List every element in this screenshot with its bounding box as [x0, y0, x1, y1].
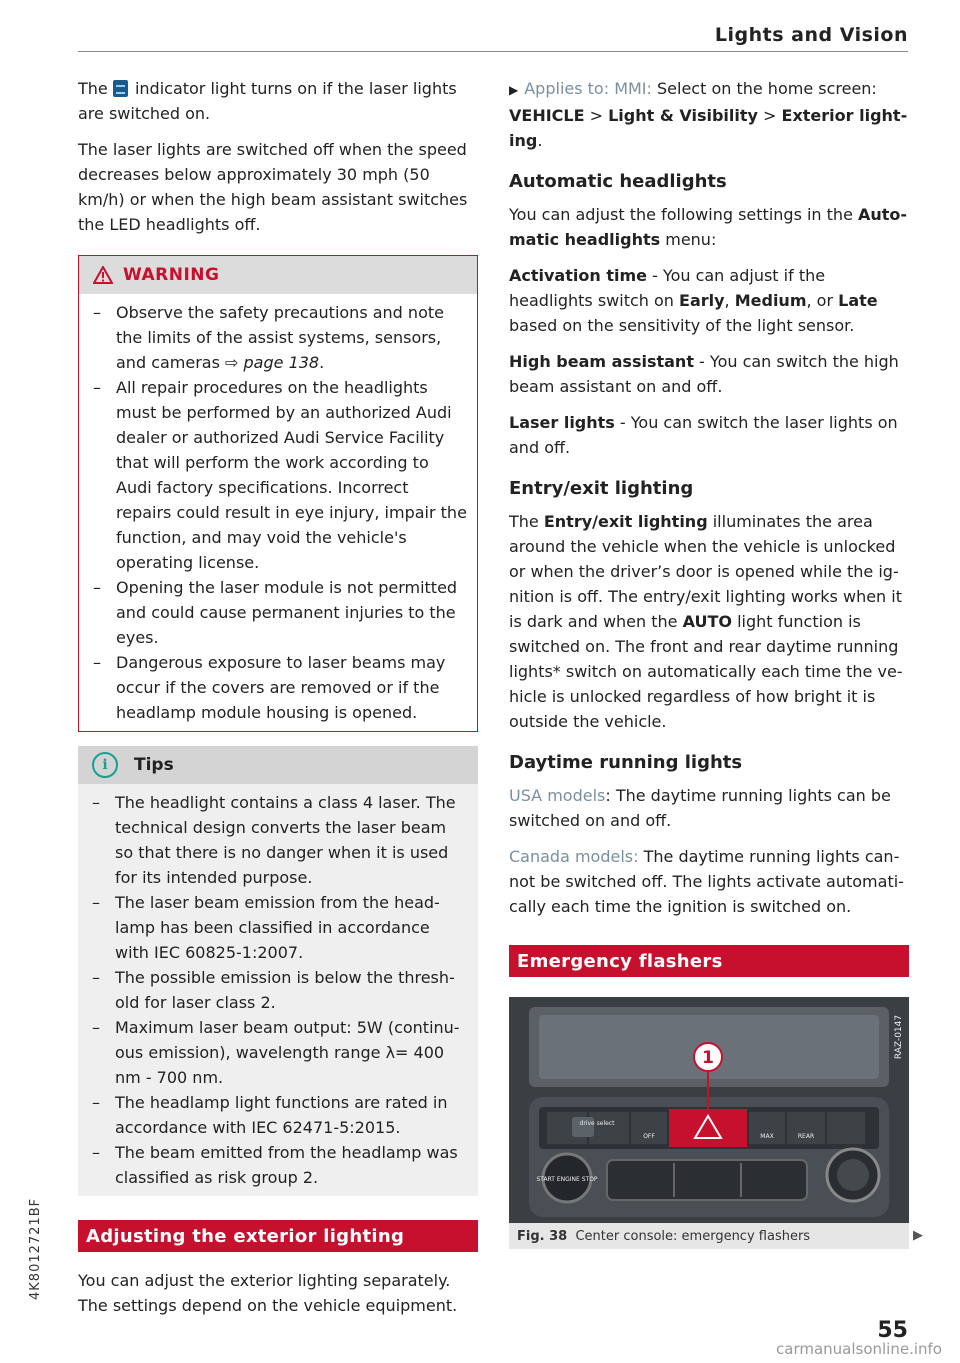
warning-item: – Observe the safety precautions and note the limits of the assist systems, sensors, and cameras ⇨ page 138.: [89, 300, 467, 375]
warning-header: [79, 256, 477, 294]
laser-indicator-icon: [113, 80, 128, 97]
speed-paragraph: The laser lights are switched off when the speed decreases below approximately 30 mph (50 km/h) or when the high beam assistant switches the LED headlights off.: [78, 140, 468, 234]
emergency-flashers-figure: [509, 997, 909, 1223]
entry-paragraph: The Entry/exit lighting illuminates the area around the vehicle when the vehicle is unlocked or when the driver’s door is opened while the ignition is off. The entry/exit lighting works when it is dark and when the AUTO light function is switched on. The front and rear daytime running lights* switch on automatically each time the vehicle is unlocked regardless of how bright it is outside the vehicle.: [509, 512, 903, 731]
off-label: OFF: [643, 1133, 655, 1140]
tips-title: Tips: [134, 755, 174, 775]
warning-item: – Dangerous exposure to laser beams may occur if the covers are removed or if the headlamp module housing is opened.: [89, 650, 467, 725]
page-header-title: Lights and Vision: [714, 24, 908, 46]
tips-header: [78, 746, 478, 784]
warning-title: WARNING: [123, 265, 220, 285]
auto-intro-paragraph: You can adjust the following settings in the Automatic headlights menu:: [509, 205, 908, 249]
drive-select-label: drive select: [579, 1120, 615, 1127]
warning-item: – Opening the laser module is not permitted and could cause permanent injuries to the eyes.: [89, 575, 467, 650]
intro-paragraph: The indicator light turns on if the laser lights are switched on.: [78, 79, 457, 123]
info-icon: i: [92, 752, 118, 778]
section-heading-exterior: Adjusting the exterior lighting: [78, 1220, 478, 1252]
activation-paragraph: Activation time - You can adjust if the headlights switch on Early, Medium, or Late based on the sensitivity of the light sensor.: [509, 266, 878, 335]
figure-caption: Fig. 38 Center console: emergency flashers ▶: [509, 1223, 909, 1249]
warning-body: [79, 294, 477, 731]
bullet-arrow-icon: ▶: [509, 83, 519, 97]
header-rule: [78, 51, 908, 52]
rear-label: REAR: [797, 1133, 815, 1140]
heading-automatic-headlights: Automatic headlights: [509, 171, 727, 192]
laser-paragraph: Laser lights - You can switch the laser lights on and off.: [509, 413, 898, 457]
page-reference-link[interactable]: ⇨ page 138: [225, 353, 320, 372]
center-console-illustration: [509, 997, 909, 1223]
nav-exterior-lighting: Exterior lighting: [509, 106, 908, 150]
continue-arrow-icon: ▶: [913, 1228, 923, 1243]
nav-light-visibility: Light & Visibility: [608, 106, 758, 125]
warning-item: – All repair procedures on the headlights must be performed by an authorized Audi dealer or authorized Audi Service Facility that will perform the work according to Audi factory specifications. Incorrect repairs could result in eye injury, impair the function, and may void the vehicle's operating license.: [89, 375, 467, 575]
warning-box: [78, 255, 478, 732]
canada-paragraph: Canada models: The daytime running lights cannot be switched off. The lights activate automatically each time the ignition is switched on.: [509, 847, 904, 916]
right-column: [509, 76, 923, 1249]
watermark: carmanualsonline.info: [776, 1340, 942, 1358]
warning-triangle-icon: [93, 266, 113, 284]
tips-item: – Maximum laser beam output: 5W (continuous emission), wavelength range λ= 400 nm - 700 nm.: [88, 1015, 468, 1090]
tips-body: [78, 784, 478, 1196]
usa-paragraph: USA models: The daytime running lights can be switched on and off.: [509, 786, 891, 830]
tips-item: – The beam emitted from the headlamp was classified as risk group 2.: [88, 1140, 468, 1190]
tips-item: – The headlamp light functions are rated in accordance with IEC 62471-5:2015.: [88, 1090, 468, 1140]
nav-vehicle: VEHICLE: [509, 106, 585, 125]
document-code: 4K8012721BF: [28, 1197, 43, 1300]
tips-box: [78, 746, 478, 1196]
hba-paragraph: High beam assistant - You can switch the high beam assistant on and off.: [509, 352, 899, 396]
tips-item: – The headlight contains a class 4 laser. The technical design converts the laser beam so that there is no danger when it is used for its intended purpose.: [88, 790, 468, 890]
tips-item: – The possible emission is below the threshold for laser class 2.: [88, 965, 468, 1015]
section-heading-emergency: Emergency flashers: [509, 945, 909, 977]
heading-entry-exit: Entry/exit lighting: [509, 478, 694, 499]
tips-item: – The laser beam emission from the headlamp has been classified in accordance with IEC 60825-1:2007.: [88, 890, 468, 965]
exterior-paragraph: You can adjust the exterior lighting separately. The settings depend on the vehicle equipment.: [78, 1271, 458, 1315]
page-number: 55: [877, 1318, 908, 1343]
figure-callout-1: 1: [702, 1048, 714, 1068]
start-engine-stop-label: START ENGINE STOP: [536, 1176, 598, 1183]
max-label: MAX: [760, 1133, 774, 1140]
heading-daytime-running: Daytime running lights: [509, 752, 743, 773]
figure-code: RAZ-0147: [894, 1014, 904, 1060]
left-column: [78, 76, 478, 1329]
applies-paragraph: ▶ Applies to: MMI: Select on the home screen: VEHICLE > Light & Visibility > Exterior lighting.: [509, 79, 908, 150]
